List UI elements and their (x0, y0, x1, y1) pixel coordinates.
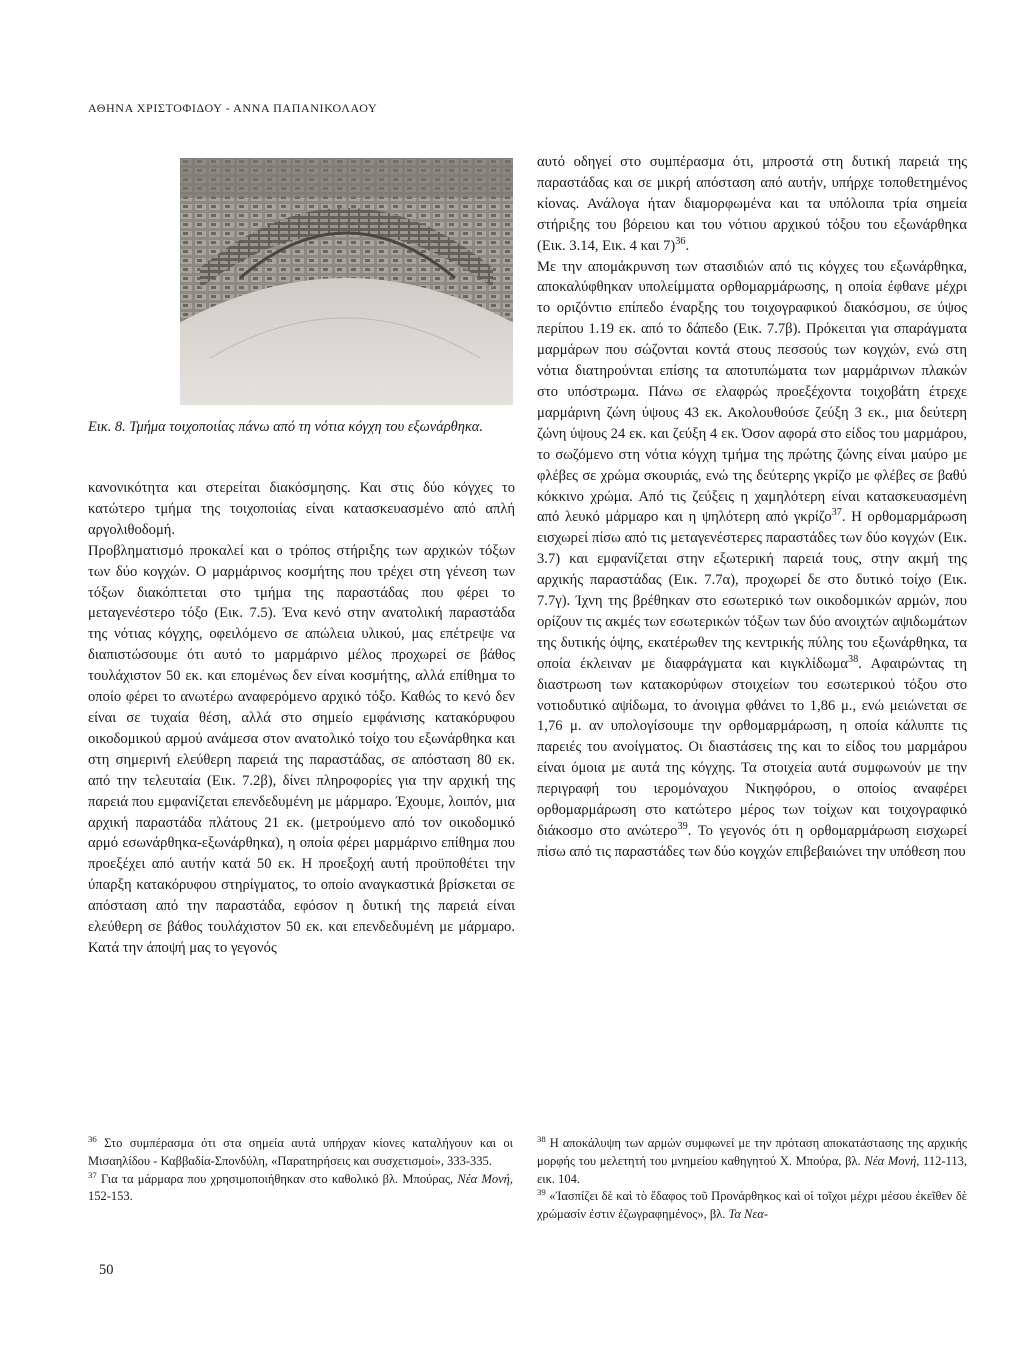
right-column (537, 152, 967, 863)
left-paragraph-2: Προβληματισμό προκαλεί και ο τρόπος στήριξης των αρχικών τόξων των δύο κογχών. Ο μαρμάρινος κοσμήτης που τρέχει στη γένεση των τόξων διακόπτεται στο τμήμα της παραστάδας που φέρει το μεταγενέστερο τόξο (Εικ. 7.5). Ένα κενό στην ανατολική παραστάδα της νότιας κόγχης, οφειλόμενο σε απώλεια υλικού, μας επέτρεψε να διαπιστώσουμε ότι αυτό το μαρμάρινο μέλος προχωρεί σε βάθος τουλάχιστον 50 εκ. και επομένως δεν είναι κοσμήτης, αλλά επίθημα το οποίο φέρει το ανωτέρω αναφερόμενο αρχικό τόξο. Καθώς το κενό δεν είναι σε τυχαία θέση, αλλά στο σημείο εμφάνισης κατακόρυφου οικοδομικού αρμού ανάμεσα στον ανατολικό τοίχο του εξωνάρθηκα και στη σημερινή ελεύθερη παρειά της παραστάδας, σε απόσταση 80 εκ. από την τελευταία (Εικ. 7.2β), δίνει πληροφορίες για την αρχική της παρειά που εμφανίζεται επενδεδυμένη με μάρμαρο. Έχουμε, λοιπόν, μια αρχική παραστάδα πλάτους 21 εκ. (μετρούμενο από τον οικοδομικό αρμό εσωνάρθηκα-εξωνάρθηκα), η οποία φέρει μαρμάρινο επίθημα που προεξέχει από αυτήν κατά 50 εκ. Η προεξοχή αυτή προϋποθέτει την ύπαρξη κατακόρυφου στηρίγματος, το οποίο αναγκαστικά βρίσκεται σε απόσταση από την παραστάδα, εφόσον η δυτική της παρειά είναι ελεύθερη σε βάθος τουλάχιστον 50 εκ. και επενδεδυμένη με μάρμαρο. Κατά την άποψή μας το γεγονός (88, 542, 515, 956)
footnote-ref-36: 36 (675, 235, 686, 247)
footnotes-right (537, 1135, 967, 1224)
footnote-38: $^{38}$ Η αποκάλυψη των αρμών συμφωνεί με την πρόταση αποκατάστασης της αρχικής μορφής του μελετητή του μνημείου καθηγητού Χ. Μπούρα, βλ. Νέα Μονή, 112-113, εικ. 104. (537, 1133, 967, 1186)
footnote-ref-37: 37 (831, 507, 842, 519)
wall-photo-illustration (180, 158, 513, 405)
right-paragraph-2: Με την απομάκρυνση των στασιδιών από τις κόγχες του εξωνάρθηκα, αποκαλύφθηκαν υπολείμματα ορθομαρμάρωσης, η οποία έφθανε μέχρι το οριζόντιο επίπεδο έναρξης του τοιχογραφικού διακόσμου, σε ύψος περίπου 1.19 εκ. από το δάπεδο (Εικ. 7.7β). Πρόκειται για σπαράγματα μαρμάρων που σώζονται κοντά στους πεσσούς των κογχών, ενώ στη νότια διατηρούνται επίσης τα αποτυπώματα των μαρμάρινων πλακών στο υπόστρωμα. Πάνω σε ελαφρώς προεξέχοντα τοιχοβάτη έτρεχε μαρμάρινη ζώνη ύψους 43 εκ. Ακολουθούσε ζεύξη 3 εκ., μια δεύτερη ζώνη ύψους 24 εκ. και ζεύξη 4 εκ. Όσον αφορά στο είδος του μαρμάρου, το σωζόμενο στη νότια κόγχη τμήμα της πρώτης ζώνης είναι μαύρο με φλέβες σε χρώμα σκουριάς, ενώ της δεύτερης γκρίζο με φλέβες σε βαθύ κόκκινο χρώμα. Από τις ζεύξεις η χαμηλότερη είναι κατασκευασμένη από λευκό μάρμαρο και η ψηλότερη από γκρίζο$^{37}$. Η ορθομαρμάρωση εισχωρεί πίσω από τις μεταγενέστερες παραστάδες των δύο κογχών (Εικ. 3.7) και εμφανίζεται στην εξωτερική παρειά τους, στην ακμή της αρχικής παραστάδας (Εικ. 7.7α), προχωρεί δε στο δυτικό τοίχο (Εικ. 7.7γ). Ίχνη της βρέθηκαν στο εσωτερικό των οικοδομικών αρμών, που ορίζουν τις ακμές των εσωτερικών τόξων των δύο ανοιχτών αψιδωμάτων της δυτικής όψης, εκατέρωθεν της κεντρικής πύλης του εξωνάρθηκα, τα οποία έκλειναν με διαφράγματα και κιγκλίδωμα$^{38}$. Αφαιρώντας τη διαστρωση των κατακορύφων στοιχείων του εσωτερικού τόξου στο νοτιοδυτικό αψίδωμα, το άνοιγμα φθάνει το 1,86 μ., ενώ μειώνεται σε 1,76 μ. αν υπολογίσουμε την ορθομαρμάρωση, η οποία κάλυπτε τις παρειές του ανοίγματος. Οι διαστάσεις της και το είδος του μαρμάρου είναι όμοια με αυτά της κόγχης. Τα στοιχεία αυτά συμφωνούν με την περιγραφή του ιερομόναχου Νικηφόρου, ο οποίος αναφέρει ορθομαρμάρωση στο κατώτερο μέρος των τοίχων και τοιχογραφικό διάκοσμο στο ανώτερο$^{39}$. Το γεγονός ότι η ορθομαρμάρωση εισχωρεί πίσω από τις παραστάδες των δύο κογχών επιβεβαιώνει την υπόθεση που (537, 258, 967, 860)
right-paragraph-1: αυτό οδηγεί στο συμπέρασμα ότι, μπροστά στη δυτική παρειά της παραστάδας και σε μικρή απόσταση από αυτήν, υπήρχε τοποθετημένος κίονας. Ανάλογα ήταν διαμορφωμένα και τα υπόλοιπα τρία σημεία στήριξης του βόρειου και του νότιου αρχικού τόξου του εξωνάρθηκα (Εικ. 3.14, Εικ. 4 και 7)$^{36}$. (537, 154, 967, 254)
left-column (88, 478, 515, 959)
running-head: ΑΘΗΝΑ ΧΡΙΣΤΟΦΙΔΟΥ - ΑΝΝΑ ΠΑΠΑΝΙΚΟΛΑΟΥ (88, 101, 378, 115)
footnote-39: $^{39}$ «Ἰασπίζει δὲ καὶ τὸ ἔδαφος τοῦ Προνάρθηκος καὶ οἱ τοῖχοι μέχρι μέσου ἐκεῖθεν δὲ χρώμασίν ἐστιν ἐζωγραφημένος», βλ. Τα Νεα- (537, 1187, 967, 1222)
footnotes-left (88, 1135, 513, 1206)
left-paragraph-1: κανονικότητα και στερείται διακόσμησης. Και στις δύο κόγχες το κατώτερο τμήμα της τοιχοποιίας είναι κατασκευασμένο από απλή αργολιθοδομή. (88, 480, 515, 538)
footnote-ref-38: 38 (847, 653, 859, 665)
footnote-ref-39: 39 (677, 821, 688, 833)
figure-photo (180, 158, 513, 405)
footnote-36: $^{36}$ Στο συμπέρασμα ότι στα σημεία αυτά υπήρχαν κίονες καταλήγουν και οι Μισαηλίδου - Καββαδία-Σπονδύλη, «Παρατηρήσεις και συσχετισμοί», 333-335. (88, 1133, 513, 1168)
page-number: 50 (99, 1262, 114, 1278)
figure-caption: Εικ. 8. Τμήμα τοιχοποιίας πάνω από τη νότια κόγχη του εξωνάρθηκα. (88, 419, 483, 435)
footnote-37: $^{37}$ Για τα μάρμαρα που χρησιμοποιήθηκαν στο καθολικό βλ. Μπούρας, Νέα Μονή, 152-153. (88, 1169, 513, 1204)
